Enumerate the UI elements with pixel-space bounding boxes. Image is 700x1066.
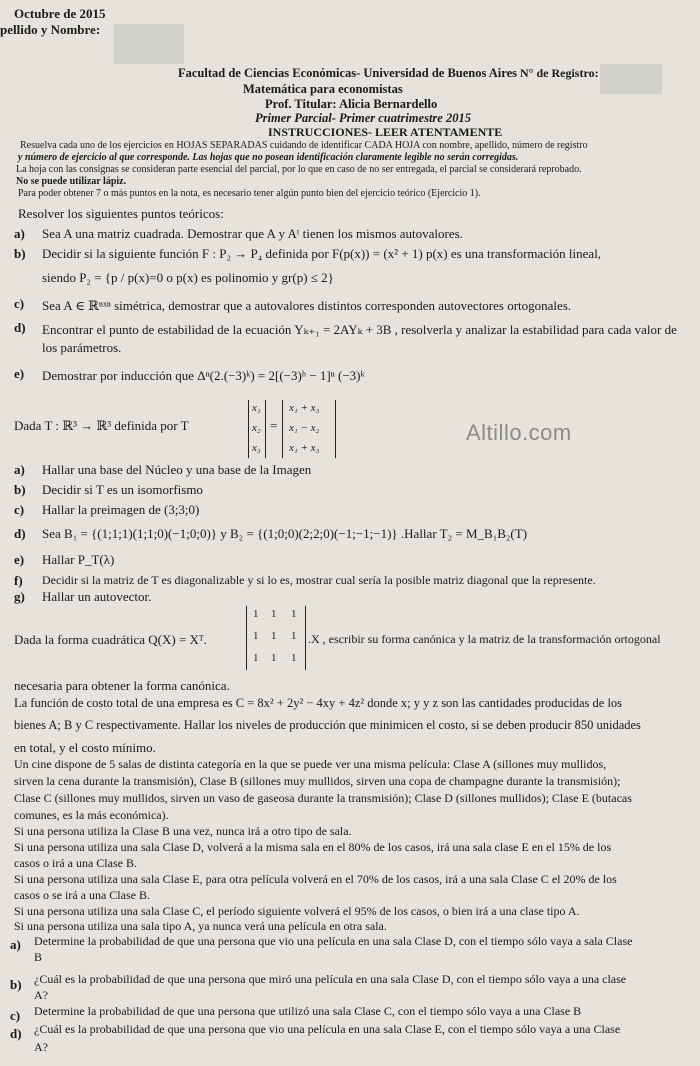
faculty-title: Facultad de Ciencias Económicas- Universidad de Buenos Aires	[178, 66, 518, 80]
ex1-b1: Decidir si la siguiente función F : P₂ → P₄ definida por F(p(x)) = (x² + 1) p(x) es una transformación lineal,	[42, 246, 602, 261]
registro-label: N° de Registro:	[520, 66, 599, 80]
ex5-d1: ¿Cuál es la probabilidad de que una persona que vio una película en una sala Clase E, con el tiempo sólo vaya a una Clase	[34, 1022, 621, 1036]
ex2-a: Hallar una base del Núcleo y una base de la Imagen	[42, 462, 312, 477]
m33: 1	[291, 652, 297, 664]
ex5-line11: Si una persona utiliza una sala tipo A, ya nunca verá una película en otra sala.	[14, 919, 387, 933]
vec-out-1: x₁ + x₃	[289, 402, 320, 414]
watermark: Altillo.com	[466, 420, 572, 445]
ex1-c-letter: c)	[14, 296, 25, 311]
ex5-line9: casos o se irá a una Clase B.	[14, 888, 150, 902]
m11: 1	[253, 608, 259, 620]
ex5-a-letter: a)	[10, 937, 21, 952]
ex1-a-letter: a)	[14, 226, 25, 241]
ex1-d1: Encontrar el punto de estabilidad de la ecuación Yₖ₊₁ = 2AYₖ + 3B , resolverla y analizar la estabilidad para cada valor de	[42, 322, 677, 337]
ex3-text3: necesaria para obtener la forma canónica.	[14, 678, 230, 693]
ex2-g-letter: g)	[14, 589, 25, 604]
m21: 1	[253, 630, 259, 642]
ex5-line1: Un cine dispone de 5 salas de distinta categoría en la que se puede ver una misma película: Clase A (sillones muy mullidos,	[14, 757, 607, 771]
m31: 1	[253, 652, 259, 664]
instruction-2: y número de ejercicio al que corresponde. Las hojas que no posean identificación claramente legible no serán corregidas.	[18, 152, 519, 163]
ex5-c-letter: c)	[10, 1008, 21, 1023]
ex4-line2: bienes A; B y C respectivamente. Hallar los niveles de producción que minimicen el costo, si se deben producir 850 unidades	[14, 718, 641, 732]
vec-out-2: x₁ − x₂	[289, 422, 320, 434]
ex2-equals: =	[270, 418, 278, 433]
instructions-title: INSTRUCCIONES- LEER ATENTAMENTE	[268, 125, 503, 139]
vec-in-3: x₃	[252, 442, 261, 454]
m32: 1	[271, 652, 277, 664]
ex5-c: Determine la probabilidad de que una persona que utilizó una sala Clase C, con el tiempo sólo vaya a una Clase B	[34, 1004, 582, 1018]
name-label: pellido y Nombre:	[0, 22, 101, 37]
instruction-5: Para poder obtener 7 o más puntos en la nota, es necesario tener algún punto bien del ejercicio teórico (Ejercicio 1).	[18, 188, 481, 199]
ex5-line2: sirven la cena durante la transmisión), Clase B (sillones muy mullidos, sirven una copa de champagne durante la transmisión);	[14, 774, 621, 788]
redacted-name	[114, 24, 184, 64]
ex2-e-letter: e)	[14, 552, 25, 567]
ex2-f-letter: f)	[14, 573, 23, 588]
ex2-c: Hallar la preimagen de (3;3;0)	[42, 502, 200, 517]
ex2-a-letter: a)	[14, 462, 25, 477]
ex2-d: Sea B₁ = {(1;1;1)(1;1;0)(−1;0;0)} y B₂ = {(1;0;0)(2;2;0)(−1;−1;−1)} .Hallar T₂ = M_B₁B₂(T)	[42, 526, 528, 541]
ex2-b-letter: b)	[14, 482, 26, 497]
ex4-line3: en total, y el costo mínimo.	[14, 740, 156, 755]
ex2-output-vector	[282, 400, 336, 458]
ex5-line8: Si una persona utiliza una sala Clase E, para otra película volverá en el 70% de los casos, irá a una sala Clase C el 20% de los	[14, 872, 617, 886]
professor: Prof. Titular: Alicia Bernardello	[265, 97, 438, 111]
ex2-c-letter: c)	[14, 502, 25, 517]
ex5-line3: Clase C (sillones muy mullidos, sirven un vaso de gaseosa durante la transmisión); Clase D (sillones mullidos); Clase E (butacas	[14, 791, 632, 805]
ex5-line5: Si una persona utiliza la Clase B una vez, nunca irá a otro tipo de sala.	[14, 824, 352, 838]
ex1-e: Demostrar por inducción que Δⁿ(2.(−3)ᵏ) = 2[(−3)ʰ − 1]ⁿ (−3)ᵏ	[42, 368, 365, 383]
vec-out-3: x₁ + x₃	[289, 442, 320, 454]
instruction-4: No se puede utilizar lápiz.	[16, 176, 127, 187]
ex3-matrix	[246, 606, 306, 670]
ex5-b1: ¿Cuál es la probabilidad de que una persona que miró una película en una sala Clase D, con el tiempo sólo vaya a una clase	[34, 972, 627, 986]
ex5-line10: Si una persona utiliza una sala Clase C, el período siguiente volverá el 95% de los casos, o bien irá a una clase tipo A.	[14, 904, 580, 918]
ex1-c: Sea A ∈ ℝⁿˣⁿ simétrica, demostrar que a autovalores distintos corresponden autovectores ortogonales.	[42, 298, 572, 313]
m13: 1	[291, 608, 297, 620]
ex5-line4: comunes, es la más económica).	[14, 808, 169, 822]
ex5-a1: Determine la probabilidad de que una persona que vio una película en una sala Clase D, con el tiempo sólo vaya a sala Clase	[34, 934, 633, 948]
ex2-e: Hallar P_T(λ)	[42, 552, 115, 567]
ex2-b: Decidir si T es un isomorfismo	[42, 482, 203, 497]
ex5-d-letter: d)	[10, 1026, 22, 1041]
ex1-b-letter: b)	[14, 246, 26, 261]
ex5-a2: B	[34, 950, 43, 964]
ex2-f: Decidir si la matriz de T es diagonalizable y si lo es, mostrar cual sería la posible matriz diagonal que la represente.	[42, 573, 596, 587]
ex2-input-vector	[248, 400, 266, 458]
m22: 1	[271, 630, 277, 642]
m23: 1	[291, 630, 297, 642]
ex2-d-letter: d)	[14, 526, 26, 541]
ex5-line6: Si una persona utiliza una sala Clase D, volverá a la misma sala en el 80% de los casos, irá una sala clase E en el 15% de los	[14, 840, 612, 854]
vec-in-1: x₁	[252, 402, 261, 414]
ex5-d2: A?	[34, 1040, 48, 1054]
ex1-e-letter: e)	[14, 366, 25, 381]
ex2-g: Hallar un autovector.	[42, 589, 152, 604]
instruction-3: La hoja con las consignas se consideran parte esencial del parcial, por lo que en caso de no ser entregada, el parcial se considerará reprobado.	[16, 164, 582, 175]
redacted-registro	[600, 64, 662, 94]
ex4-line1: La función de costo total de una empresa es C = 8x² + 2y² − 4xy + 4z² donde x; y y z son las cantidades producidas de los	[14, 696, 623, 710]
ex1-b2: siendo P₂ = {p / p(x)=0 o p(x) es polinomio y gr(p) ≤ 2}	[42, 270, 334, 285]
ex2-intro: Dada T : ℝ³ → ℝ³ definida por T	[14, 418, 189, 433]
ex1-a: Sea A una matriz cuadrada. Demostrar que A y Aᵗ tienen los mismos autovalores.	[42, 226, 463, 241]
subject-title: Matemática para economistas	[243, 82, 403, 96]
ex5-b2: A?	[34, 988, 48, 1002]
ex1-d-letter: d)	[14, 320, 26, 335]
ex3-text2: .X , escribir su forma canónica y la matriz de la transformación ortogonal	[308, 632, 661, 646]
instruction-1: Resuelva cada uno de los ejercicios en HOJAS SEPARADAS cuidando de identificar CADA HOJA con nombre, apellido, número de registro	[20, 140, 588, 151]
ex5-line7: casos o irá a una Clase B.	[14, 856, 137, 870]
ex1-intro: Resolver los siguientes puntos teóricos:	[18, 206, 224, 221]
ex1-d2: los parámetros.	[42, 340, 122, 355]
ex3-text1: Dada la forma cuadrática Q(X) = Xᵀ.	[14, 632, 207, 647]
ex5-b-letter: b)	[10, 977, 22, 992]
exam-date: Octubre de 2015	[14, 6, 106, 21]
exam-title: Primer Parcial- Primer cuatrimestre 2015	[255, 111, 471, 125]
m12: 1	[271, 608, 277, 620]
vec-in-2: x₂	[252, 422, 261, 434]
